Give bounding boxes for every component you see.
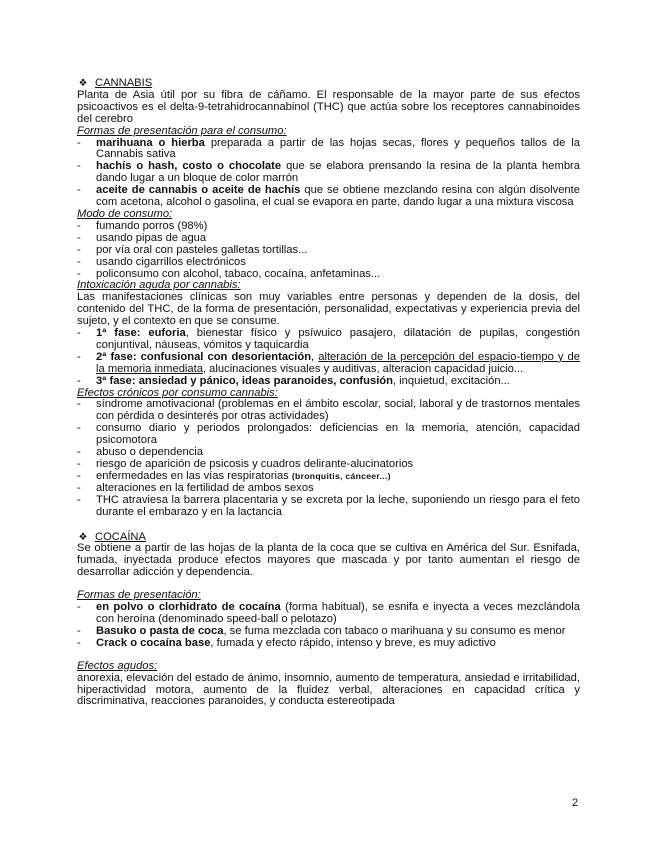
cannabis-fases-list bbox=[77, 328, 580, 388]
cannabis-modo-list bbox=[77, 221, 580, 281]
cannabis-cronicos-title: Efectos crónicos por consumo cannabis: bbox=[77, 386, 278, 399]
cannabis-cronicos-list bbox=[77, 399, 580, 518]
list-item: - abuso o dependencia bbox=[77, 446, 203, 459]
cannabis-formas-title: Formas de presentación para el consumo: bbox=[77, 124, 287, 137]
list-item: - en polvo o clorhidrato de cocaína (forma habitual), se esnifa e inyecta a veces mezclándola con heroína (denominado speed-ball o pelotazo) bbox=[77, 601, 580, 625]
list-item: - usando pipas de agua bbox=[77, 231, 207, 244]
list-item: - usando cigarrillos electrónicos bbox=[77, 255, 246, 268]
list-item: - riesgo de aparición de psicosis y cuadros delirante-alucinatorios bbox=[77, 458, 414, 470]
cocaina-intro: Se obtiene a partir de las hojas de la planta de la coca que se cultiva en América del Sur. Esnifada, fumada, inyectada produce efectos mayores que mascada y por tanto aumentan el riesgo de desarrollar adicción y dependencia. bbox=[77, 542, 580, 579]
cocaina-title: COCAÍNA bbox=[95, 530, 146, 543]
cannabis-modo-title: Modo de consumo: bbox=[77, 207, 173, 220]
list-item: - 1ª fase: euforia, bienestar físico y psíwuico pasajero, dilatación de pupilas, congestión conjuntival, náuseas, vómitos y taquicardia bbox=[77, 327, 581, 351]
cocaina-agudos-text: anorexia, elevación del estado de ánimo, insomnio, aumento de temperatura, ansiedad e irritabilidad, hiperactividad motora, aumento de la fluidez verbal, alteraciones en capacidad crítica y discriminativa, reacciones paranoides, y conducta estereotipada bbox=[77, 671, 580, 708]
list-item: - aceite de cannabis o aceite de hachís que se obtiene mezclando resina con algún disolvente com acetona, alcohol o gasolina, el cual se evapora en parte, dando lugar a una mixtura viscosa bbox=[77, 184, 580, 209]
cocaina-formas-title: Formas de presentación: bbox=[77, 589, 201, 602]
page-number: 2 bbox=[572, 797, 579, 809]
cocaina-formas-list bbox=[77, 602, 580, 650]
list-item: - Crack o cocaína base, fumada y efecto rápido, intenso y breve, es muy adictivo bbox=[77, 636, 496, 649]
list-item: - THC atraviesa la barrera placentaria y se excreta por la leche, suponiendo un riesgo para el feto durante el embarazo y en la lactancia bbox=[77, 493, 580, 518]
list-item: - hachís o hash, costo o chocolate que se elabora prensando la resina de la planta hembra dando lugar a un bloque de color marrón bbox=[77, 160, 580, 185]
document-page bbox=[77, 78, 580, 708]
list-item: - enfermedades en las vías respiratorias (bronquitis, cánceer...) bbox=[77, 469, 391, 482]
list-item: - policonsumo con alcohol, tabaco, cocaína, anfetaminas... bbox=[77, 267, 381, 280]
list-item: - 2ª fase: confusional con desorientación, alteración de la percepción del espacio-tiempo y de la memoria inmediata, alucinaciones visuales y auditivas, alteracion capacidad juicio... bbox=[77, 350, 581, 375]
list-item: - por vía oral con pasteles galletas tortillas... bbox=[77, 243, 308, 256]
diamond-bullet-icon: ❖ bbox=[78, 531, 88, 543]
cannabis-formas-list bbox=[77, 138, 580, 209]
list-item: - marihuana o hierba preparada a partir de las hojas secas, flores y pequeños tallos de la Cannabis sativa bbox=[77, 136, 580, 161]
cannabis-intox-title: Intoxicación aguda por cannabis: bbox=[77, 279, 241, 292]
list-item: - fumando porros (98%) bbox=[77, 219, 208, 232]
cannabis-intro: Planta de Asia útil por su fibra de cáñamo. El responsable de la mayor parte de sus efectos psicoactivos es el delta-9-tetrahidrocannabinol (THC) que actúa sobre los receptores cannabinoides del cerebro bbox=[77, 88, 580, 125]
list-item: - síndrome amotivacional (problemas en el ámbito escolar, social, laboral y de trastornos mentales con pérdida o desinterés por otras actividades) bbox=[77, 398, 580, 423]
list-item: - alteraciones en la fertilidad de ambos sexos bbox=[77, 481, 314, 494]
list-item: - consumo diario y periodos prolongados: deficiencias en la memoria, atención, capacidad psicomotora bbox=[77, 422, 580, 447]
list-item: - 3ª fase: ansiedad y pánico, ideas paranoides, confusión, inquietud, excitación... bbox=[77, 374, 510, 387]
diamond-bullet-icon: ❖ bbox=[78, 78, 88, 89]
cocaina-agudos-title: Efectos agudos: bbox=[77, 659, 158, 672]
cannabis-title: CANNABIS bbox=[95, 77, 153, 89]
cannabis-intox-intro: Las manifestaciones clínicas son muy variables entre personas y dependen de la dosis, del contenido del THC, de la forma de presentación, personalidad, expectativas y experiencia previa del sujeto, y el contexto en que se consume. bbox=[77, 291, 580, 328]
list-item: - Basuko o pasta de coca, se fuma mezclada con tabaco o marihuana y su consumo es menor bbox=[77, 624, 566, 637]
